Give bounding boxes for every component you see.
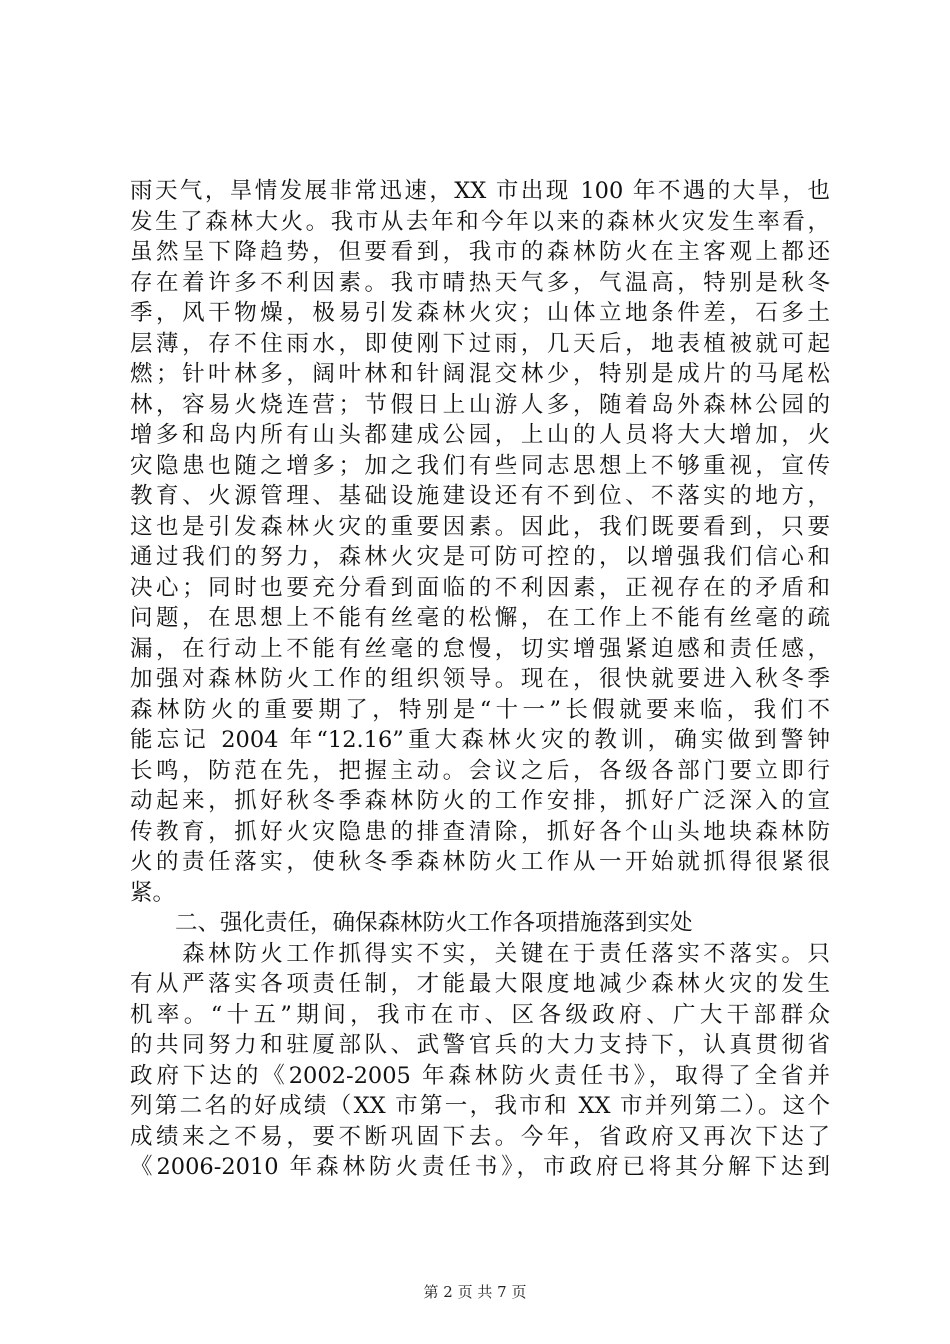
text-line: 增多和岛内所有山头都建成公园，上山的人员将大大增加，火 [130,422,830,448]
text-line: 层薄，存不住雨水，即使刚下过雨，几天后，地表植被就可起 [130,330,830,357]
text-line: 有从严落实各项责任制，才能最大限度地减少森林火灾的发生 [130,971,830,997]
text-line: 问题，在思想上不能有丝毫的松懈，在工作上不能有丝毫的疏 [130,605,830,631]
text-line: 决心；同时也要充分看到面临的不利因素，正视存在的矛盾和 [130,574,830,601]
text-line: 森林防火的重要期了，特别是“十一”长假就要来临，我们不 [130,696,830,723]
text-line: 机率。“十五”期间，我市在市、区各级政府、广大干部群众 [130,1001,830,1028]
text-line: 燃；针叶林多，阔叶林和针阔混交林少，特别是成片的马尾松 [130,361,830,387]
text-line: 林，容易火烧连营；节假日上山游人多，随着岛外森林公园的 [130,391,830,418]
text-line: 森林防火工作抓得实不实，关键在于责任落实不落实。只 [130,940,830,967]
text-line: 这也是引发森林火灾的重要因素。因此，我们既要看到，只要 [130,513,830,540]
text-line: 虽然呈下降趋势，但要看到，我市的森林防火在主客观上都还 [130,239,830,265]
text-line: 列第二名的好成绩（XX 市第一，我市和 XX 市并列第二）。这个 [130,1093,830,1119]
text-line: 加强对森林防火工作的组织领导。现在，很快就要进入秋冬季 [130,666,830,692]
text-line: 紧。 [130,879,176,906]
text-line: 动起来，抓好秋冬季森林防火的工作安排，抓好广泛深入的宣 [130,788,830,814]
text-line: 教育、火源管理、基础设施建设还有不到位、不落实的地方， [130,483,830,509]
text-line: 的共同努力和驻厦部队、武警官兵的大力支持下，认真贯彻省 [130,1032,830,1058]
text-line: 火的责任落实，使秋冬季森林防火工作从一开始就抓得很紧很 [130,849,830,875]
text-line: 通过我们的努力，森林火灾是可防可控的，以增强我们信心和 [130,544,830,570]
text-line: 季，风干物燥，极易引发森林火灾；山体立地条件差，石多土 [130,300,830,326]
text-line: 成绩来之不易，要不断巩固下去。今年，省政府又再次下达了 [130,1123,830,1150]
text-line: 雨天气，旱情发展非常迅速，XX 市出现 100 年不遇的大旱，也 [130,178,830,204]
text-line: 长鸣，防范在先，把握主动。会议之后，各级各部门要立即行 [130,757,830,784]
body-text [130,176,830,1183]
text-line: 政府下达的《2002-2005 年森林防火责任书》，取得了全省并 [130,1062,830,1089]
text-line: 发生了森林大火。我市从去年和今年以来的森林火灾发生率看， [130,208,830,235]
text-line: 能忘记 2004 年“12.16”重大森林火灾的教训，确实做到警钟 [130,727,830,753]
page-footer: 第 2 页 共 7 页 [423,1283,527,1301]
text-line: 《2006-2010 年森林防火责任书》，市政府已将其分解下达到 [130,1154,830,1180]
text-line: 传教育，抓好火灾隐患的排查清除，抓好各个山头地块森林防 [130,818,830,845]
text-line: 存在着许多不利因素。我市晴热天气多，气温高，特别是秋冬 [130,269,830,296]
text-line: 灾隐患也随之增多；加之我们有些同志思想上不够重视，宣传 [130,452,830,479]
text-line: 二、强化责任，确保森林防火工作各项措施落到实处 [130,910,693,936]
text-line: 漏，在行动上不能有丝毫的怠慢，切实增强紧迫感和责任感， [130,635,830,662]
